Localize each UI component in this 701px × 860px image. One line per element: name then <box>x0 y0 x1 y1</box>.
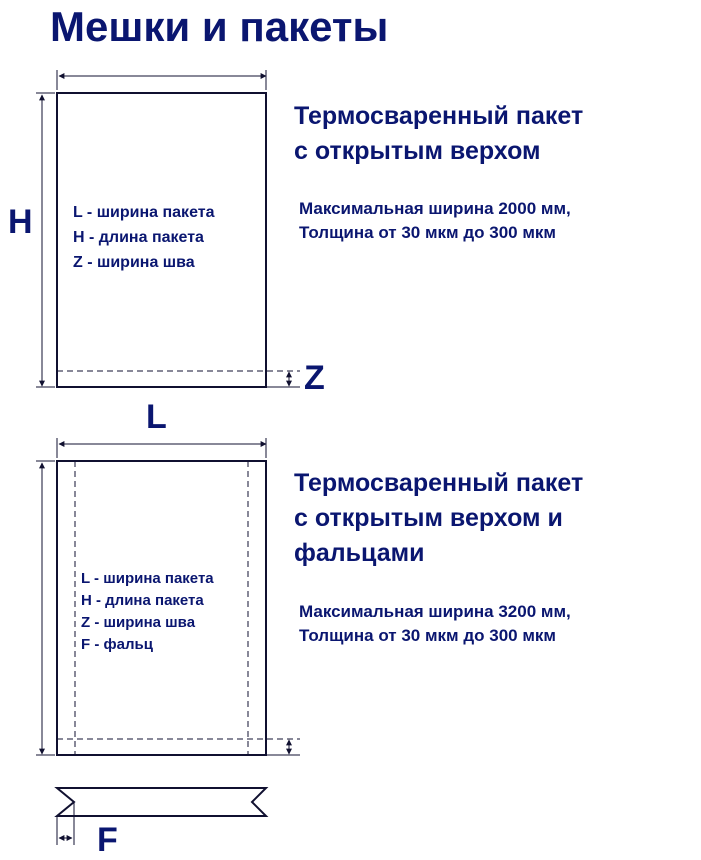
bag1-seam-label: Z <box>304 359 325 397</box>
page-title: Мешки и пакеты <box>50 3 389 50</box>
bag1-heading-line: Термосваренный пакет <box>294 102 584 130</box>
bag1-legend-line: Z - ширина шва <box>73 254 195 271</box>
bag2-spec-line: Максимальная ширина 3200 мм, <box>299 602 571 621</box>
bag1-legend <box>73 200 214 275</box>
bag2-heading-line: Термосваренный пакет <box>294 469 584 497</box>
bag2-gusset-section <box>57 788 266 816</box>
bag1-legend-line: H - длина пакета <box>73 229 204 246</box>
bag2-heading-line: с открытым верхом и <box>294 504 563 532</box>
bag1-height-label: H <box>8 203 33 241</box>
bag1-heading-line: с открытым верхом <box>294 137 541 165</box>
bag1-width-label: L <box>146 398 167 436</box>
bag2-heading-line: фальцами <box>294 539 425 567</box>
bag2-legend <box>81 568 214 656</box>
bag1-spec-line: Максимальная ширина 2000 мм, <box>299 199 571 218</box>
bag2-legend-line: H - длина пакета <box>81 592 204 609</box>
bag1-heading <box>294 99 583 169</box>
bag2-spec <box>299 600 571 648</box>
bag2-legend-line: L - ширина пакета <box>81 570 214 587</box>
bag1-legend-line: L - ширина пакета <box>73 204 215 221</box>
bag1-spec-line: Толщина от 30 мкм до 300 мкм <box>299 223 556 242</box>
bag2-heading <box>294 466 583 571</box>
bag1-spec <box>299 197 571 245</box>
bag2-legend-line: F - фальц <box>81 636 153 653</box>
bag2-gusset-label: F <box>97 821 118 859</box>
bag2-legend-line: Z - ширина шва <box>81 614 196 631</box>
bag2-spec-line: Толщина от 30 мкм до 300 мкм <box>299 626 556 645</box>
